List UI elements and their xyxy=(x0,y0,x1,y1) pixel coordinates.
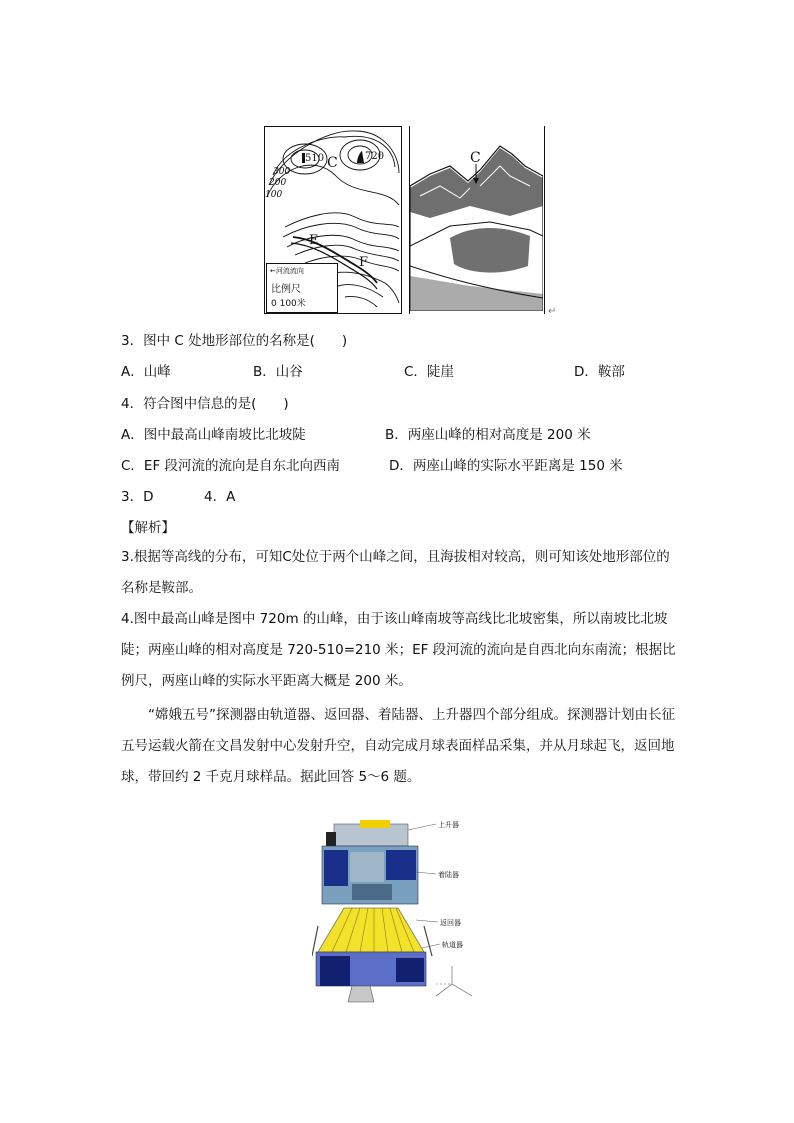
label-orbiter: 轨道器 xyxy=(442,941,463,949)
q4-option-c: C．EF 段河流的流向是自东北向西南 xyxy=(121,458,341,474)
label-ascender: 上升器 xyxy=(438,821,459,829)
q3-stem: 3．图中 C 处地形部位的名称是( ) xyxy=(121,333,348,349)
analysis-paragraph-3: 3.根据等高线的分布，可知C处位于两个山峰之间，且海拔相对较高，则可知该处地形部位的名称是鞍部。 xyxy=(121,549,670,596)
point-c-label: C xyxy=(327,155,338,171)
legend-scale-value: 0 100米 xyxy=(271,299,306,309)
peak-510-label: 510 xyxy=(305,153,325,164)
q4-stem: 4．符合图中信息的是( ) xyxy=(121,396,289,412)
label-returner: 返回器 xyxy=(440,919,461,927)
q4-option-d: D．两座山峰的实际水平距离是 150 米 xyxy=(389,458,623,474)
sketch-point-c-label: C xyxy=(470,150,481,166)
passage-paragraph: “嫦娥五号”探测器由轨道器、返回器、着陆器、上升器四个部分组成。探测器计划由长征五号运载火箭在文昌发射中心发射升空，自动完成月球表面样品采集，并从月球起飞，返回地球，带回约 2 千克月球样品。据此回答 5～6 题。 xyxy=(121,707,675,785)
change5-probe-figure xyxy=(312,816,488,1014)
answer-4: 4．A xyxy=(204,489,236,505)
contour-200-label: 200 xyxy=(269,178,287,188)
paragraph-return-mark: ↵ xyxy=(548,306,557,317)
q4-option-a: A．图中最高山峰南坡比北坡陡 xyxy=(121,427,306,443)
probe-illustration xyxy=(312,816,488,1014)
q4-option-b: B．两座山峰的相对高度是 200 米 xyxy=(385,427,591,443)
contour-100-label: 100 xyxy=(265,190,283,200)
analysis-heading: 【解析】 xyxy=(121,520,175,536)
analysis-paragraph-4: 4.图中最高山峰是图中 720m 的山峰，由于该山峰南坡等高线比北坡密集，所以南坡比北坡陡；两座山峰的相对高度是 720-510=210 米；EF 段河流的流向是自西北向东南流；根据比例尺，两座山峰的实际水平距离大概是 200 米。 xyxy=(121,611,676,689)
point-e-label: E xyxy=(309,233,319,248)
legend-river-direction: ←河流流向 xyxy=(270,267,304,275)
label-lander: 着陆器 xyxy=(438,871,459,879)
contour-300-label: 300 xyxy=(273,167,291,177)
legend-scale-title: 比例尺 xyxy=(271,284,301,295)
q3-option-b: B．山谷 xyxy=(253,364,303,380)
q3-option-c: C．陡崖 xyxy=(404,364,454,380)
map-legend xyxy=(266,263,338,313)
peak-720-label: 720 xyxy=(365,151,385,162)
q3-option-a: A．山峰 xyxy=(121,364,171,380)
q3-option-d: D．鞍部 xyxy=(574,364,625,380)
point-f-label: F xyxy=(359,255,369,270)
landscape-sketch xyxy=(409,126,545,314)
answer-3: 3．D xyxy=(121,489,154,505)
